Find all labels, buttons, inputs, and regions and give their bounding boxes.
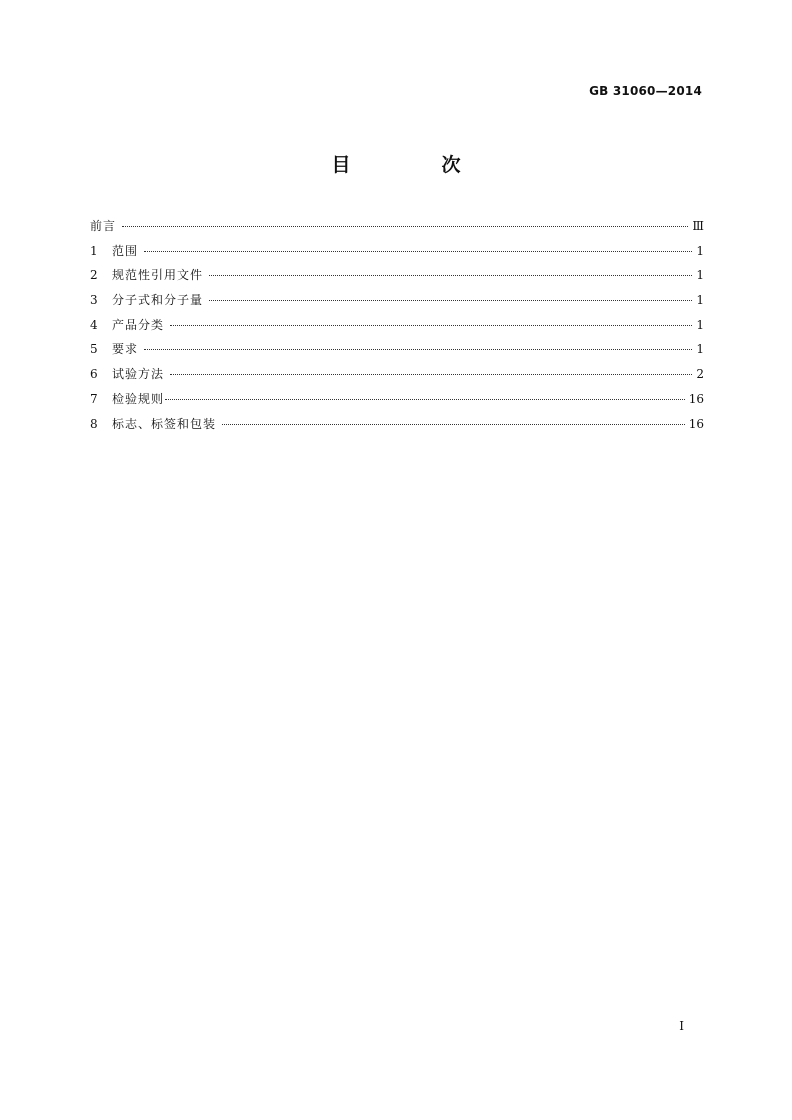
toc-entry-label: 分子式和分子量 xyxy=(112,293,204,308)
toc-dot-leader xyxy=(165,399,685,400)
toc-dot-leader xyxy=(209,300,692,301)
toc-entry-page: 16 xyxy=(688,416,704,431)
toc-entry-test-methods[interactable] xyxy=(90,362,704,387)
page-number: Ⅰ xyxy=(679,1019,684,1033)
table-of-contents xyxy=(90,214,704,436)
toc-entry-page: 1 xyxy=(696,293,704,308)
toc-entry-marking-labeling-packaging[interactable] xyxy=(90,412,704,437)
toc-entry-label: 试验方法 xyxy=(112,367,165,382)
toc-entry-number: 2 xyxy=(90,268,98,283)
toc-entry-product-classification[interactable] xyxy=(90,313,704,338)
toc-entry-normative-references[interactable] xyxy=(90,263,704,288)
toc-entry-number: 4 xyxy=(90,317,98,332)
toc-entry-number: 7 xyxy=(90,391,98,406)
toc-dot-leader xyxy=(170,325,692,326)
toc-entry-label: 产品分类 xyxy=(112,317,165,332)
toc-dot-leader xyxy=(222,424,685,425)
toc-entry-molecular-formula[interactable] xyxy=(90,288,704,313)
toc-entry-number: 5 xyxy=(90,342,98,357)
toc-entry-label: 要求 xyxy=(112,342,139,357)
toc-entry-page: 16 xyxy=(688,391,704,406)
toc-dot-leader xyxy=(144,349,692,350)
toc-entry-number: 3 xyxy=(90,293,98,308)
toc-entry-scope[interactable] xyxy=(90,239,704,264)
toc-entry-label: 规范性引用文件 xyxy=(112,268,204,283)
standard-number: GB 31060—2014 xyxy=(589,84,702,98)
toc-entry-number: 1 xyxy=(90,243,98,258)
toc-dot-leader xyxy=(170,374,692,375)
toc-entry-number: 6 xyxy=(90,367,98,382)
toc-entry-page: 1 xyxy=(696,243,704,258)
toc-entry-label: 标志、标签和包装 xyxy=(112,416,217,431)
toc-entry-label: 检验规则 xyxy=(112,391,165,406)
toc-entry-label: 前言 xyxy=(90,219,117,233)
toc-dot-leader xyxy=(122,226,688,227)
toc-entry-page: 1 xyxy=(696,317,704,332)
toc-entry-page: Ⅲ xyxy=(692,219,704,233)
page-title: 目 次 xyxy=(331,154,497,176)
toc-entry-page: 2 xyxy=(696,367,704,382)
toc-entry-label: 范围 xyxy=(112,243,139,258)
toc-entry-page: 1 xyxy=(696,268,704,283)
toc-entry-inspection-rules[interactable] xyxy=(90,387,704,412)
toc-entry-page: 1 xyxy=(696,342,704,357)
toc-dot-leader xyxy=(209,275,692,276)
toc-entry-foreword[interactable] xyxy=(90,214,704,239)
toc-dot-leader xyxy=(144,251,692,252)
toc-entry-number: 8 xyxy=(90,416,98,431)
toc-entry-requirements[interactable] xyxy=(90,337,704,362)
